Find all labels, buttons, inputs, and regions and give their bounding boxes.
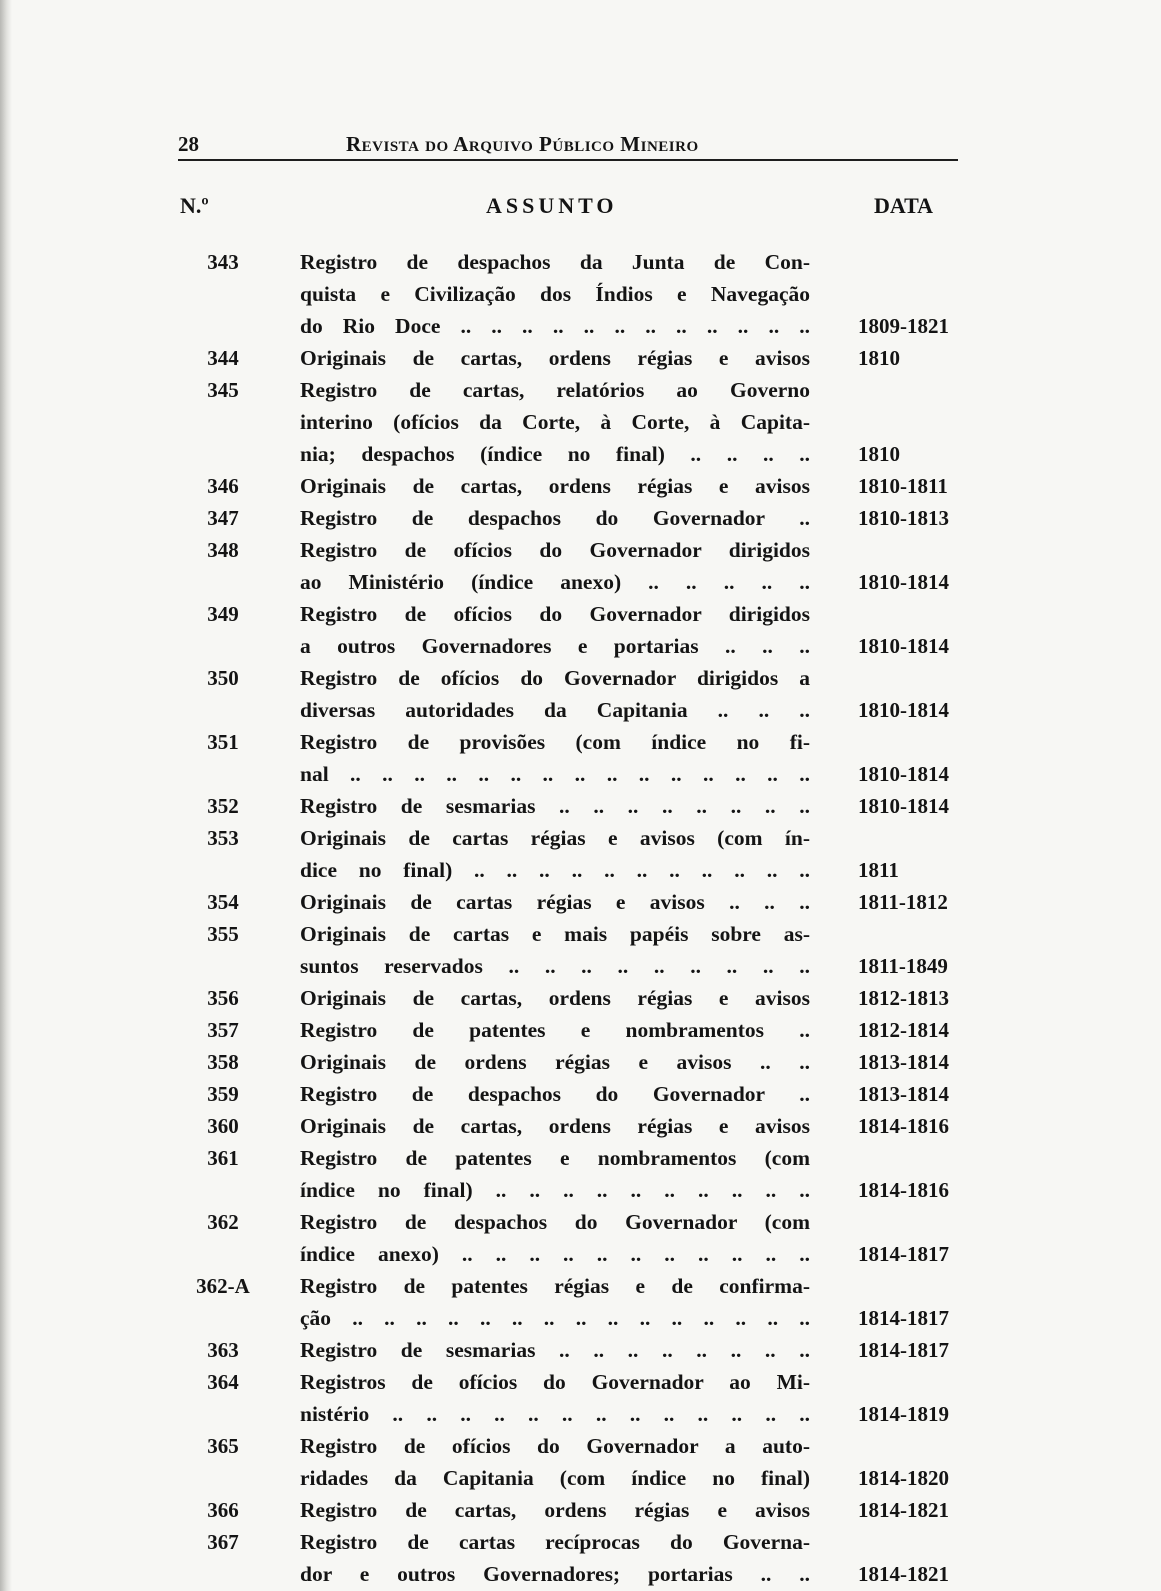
entry-subject-line: Registro de patentes e nombramentos .. [300, 1018, 810, 1042]
entry-number: 344 [207, 346, 239, 370]
entry-subject-line: ao Ministério (índice anexo) .. .. .. .. .. [300, 570, 810, 594]
entry-number: 364 [207, 1370, 239, 1394]
entry-subject [300, 534, 810, 598]
entry-subject-line: Originais de cartas, ordens régias e avisos [300, 346, 810, 370]
entry-date: 1810 [858, 442, 900, 466]
table-row [178, 1334, 978, 1366]
entry-subject [300, 1526, 810, 1590]
entry-subject [300, 822, 810, 886]
entry-number: 362-A [196, 1274, 250, 1298]
entry-number: 352 [207, 794, 239, 818]
entry-subject [300, 1046, 810, 1078]
table-row [178, 886, 978, 918]
entry-subject-line: diversas autoridades da Capitania .. .. .. [300, 698, 810, 722]
entry-number: 366 [207, 1498, 239, 1522]
entry-subject [300, 1366, 810, 1430]
entry-subject-line: quista e Civilização dos Índios e Navegação [300, 282, 810, 306]
entry-date: 1810-1814 [858, 794, 949, 818]
entry-subject-line: índice no final) .. .. .. .. .. .. .. .. .. .. [300, 1178, 810, 1202]
entry-subject-line: Registro de ofícios do Governador dirigidos [300, 602, 810, 626]
entry-subject-line: Registro de despachos da Junta de Con- [300, 250, 810, 274]
entry-number: 362 [207, 1210, 239, 1234]
entry-subject-line: a outros Governadores e portarias .. .. .. [300, 634, 810, 658]
entry-number: 358 [207, 1050, 239, 1074]
page-number: 28 [178, 132, 199, 156]
running-head [178, 128, 958, 158]
table-row [178, 1270, 978, 1334]
entry-date: 1810-1814 [858, 634, 949, 658]
entry-subject-line: interino (ofícios da Corte, à Corte, à Capita- [300, 410, 810, 434]
table-row [178, 1046, 978, 1078]
entry-date: 1813-1814 [858, 1082, 949, 1106]
entry-date: 1812-1814 [858, 1018, 949, 1042]
entry-subject-line: Registro de cartas, relatórios ao Governo [300, 378, 810, 402]
entry-subject-line: nia; despachos (índice no final) .. .. .. .. [300, 442, 810, 466]
table-row [178, 534, 978, 598]
entry-date: 1814-1816 [858, 1178, 949, 1202]
entry-subject-line: Registro de patentes e nombramentos (com [300, 1146, 810, 1170]
entry-subject-line: Registro de despachos do Governador .. [300, 506, 810, 530]
entry-date: 1810-1814 [858, 762, 949, 786]
entry-number: 365 [207, 1434, 239, 1458]
entry-subject [300, 1430, 810, 1494]
column-header-number: N.º [180, 193, 209, 218]
entry-subject-line: índice anexo) .. .. .. .. .. .. .. .. .. .. .. [300, 1242, 810, 1266]
entry-date: 1814-1817 [858, 1338, 949, 1362]
table-row [178, 342, 978, 374]
entry-subject [300, 342, 810, 374]
entry-list [178, 246, 978, 1590]
entry-number: 349 [207, 602, 239, 626]
column-header-subject: ASSUNTO [486, 193, 618, 218]
entry-number: 367 [207, 1530, 239, 1554]
entry-subject-line: Registros de ofícios do Governador ao Mi- [300, 1370, 810, 1394]
table-row [178, 1430, 978, 1494]
entry-number: 348 [207, 538, 239, 562]
table-row [178, 246, 978, 342]
table-row [178, 982, 978, 1014]
entry-subject [300, 1142, 810, 1206]
table-row [178, 726, 978, 790]
entry-subject [300, 1110, 810, 1142]
entry-number: 355 [207, 922, 239, 946]
entry-date: 1809-1821 [858, 314, 949, 338]
column-header-date: DATA [874, 193, 934, 218]
entry-date: 1814-1820 [858, 1466, 949, 1490]
entry-subject-line: Originais de cartas régias e avisos (com ín- [300, 826, 810, 850]
entry-date: 1810-1811 [858, 474, 948, 498]
entry-date: 1814-1817 [858, 1306, 949, 1330]
entry-subject-line: Originais de cartas, ordens régias e avisos [300, 1114, 810, 1138]
entry-subject-line: Originais de ordens régias e avisos .. .. [300, 1050, 810, 1074]
entry-subject [300, 246, 810, 342]
entry-subject-line: Registro de ofícios do Governador a auto- [300, 1434, 810, 1458]
entry-number: 354 [207, 890, 239, 914]
entry-subject-line: Registro de ofícios do Governador dirigidos [300, 538, 810, 562]
table-row [178, 662, 978, 726]
entry-subject [300, 790, 810, 822]
journal-title: Revista do Arquivo Público Mineiro [346, 132, 699, 156]
table-row [178, 1494, 978, 1526]
entry-subject-line: Originais de cartas, ordens régias e avisos [300, 986, 810, 1010]
entry-number: 353 [207, 826, 239, 850]
entry-subject [300, 470, 810, 502]
entry-subject-line: Registro de cartas, ordens régias e avisos [300, 1498, 810, 1522]
entry-subject [300, 1206, 810, 1270]
entry-subject-line: Registro de despachos do Governador (com [300, 1210, 810, 1234]
entry-date: 1814-1817 [858, 1242, 949, 1266]
entry-subject-line: Registro de patentes régias e de confirma- [300, 1274, 810, 1298]
entry-subject-line: Originais de cartas, ordens régias e avisos [300, 474, 810, 498]
entry-subject-line: Registro de sesmarias .. .. .. .. .. .. .. .. [300, 794, 810, 818]
table-row [178, 1110, 978, 1142]
entry-number: 359 [207, 1082, 239, 1106]
entry-number: 351 [207, 730, 239, 754]
column-headers [178, 193, 958, 225]
entry-subject-line: Registro de ofícios do Governador dirigidos a [300, 666, 810, 690]
entry-date: 1814-1816 [858, 1114, 949, 1138]
entry-date: 1811-1849 [858, 954, 948, 978]
entry-number: 346 [207, 474, 239, 498]
entry-number: 356 [207, 986, 239, 1010]
entry-subject [300, 662, 810, 726]
entry-number: 361 [207, 1146, 239, 1170]
entry-date: 1810-1814 [858, 570, 949, 594]
entry-subject [300, 1014, 810, 1046]
entry-number: 343 [207, 250, 239, 274]
entry-subject [300, 982, 810, 1014]
entry-date: 1811-1812 [858, 890, 948, 914]
header-rule [178, 159, 958, 161]
entry-subject-line: ção .. .. .. .. .. .. .. .. .. .. .. .. .. .. .. [300, 1306, 810, 1330]
entry-subject-line: dice no final) .. .. .. .. .. .. .. .. .. .. .. [300, 858, 810, 882]
table-row [178, 1078, 978, 1110]
entry-subject-line: Registro de cartas recíprocas do Governa- [300, 1530, 810, 1554]
entry-subject [300, 1334, 810, 1366]
entry-date: 1810-1813 [858, 506, 949, 530]
entry-date: 1811 [858, 858, 899, 882]
table-row [178, 1014, 978, 1046]
entry-date: 1813-1814 [858, 1050, 949, 1074]
table-row [178, 598, 978, 662]
entry-subject-line: ridades da Capitania (com índice no final) [300, 1466, 810, 1490]
entry-subject [300, 726, 810, 790]
entry-subject-line: Originais de cartas régias e avisos .. .. .. [300, 890, 810, 914]
entry-subject-line: dor e outros Governadores; portarias .. .. [300, 1562, 810, 1586]
entry-date: 1814-1821 [858, 1498, 949, 1522]
entry-date: 1810 [858, 346, 900, 370]
entry-subject-line: Registro de sesmarias .. .. .. .. .. .. .. .. [300, 1338, 810, 1362]
entry-number: 347 [207, 506, 239, 530]
table-row [178, 790, 978, 822]
entry-number: 350 [207, 666, 239, 690]
entry-subject [300, 598, 810, 662]
page-binding-shadow [0, 0, 12, 1591]
entry-date: 1812-1813 [858, 986, 949, 1010]
table-row [178, 1206, 978, 1270]
entry-subject-line: Registro de provisões (com índice no fi- [300, 730, 810, 754]
table-row [178, 374, 978, 470]
entry-subject-line: nistério .. .. .. .. .. .. .. .. .. .. .. .. .. [300, 1402, 810, 1426]
entry-subject [300, 502, 810, 534]
entry-number: 345 [207, 378, 239, 402]
entry-subject [300, 1270, 810, 1334]
entry-subject [300, 918, 810, 982]
entry-date: 1810-1814 [858, 698, 949, 722]
entry-subject-line: do Rio Doce .. .. .. .. .. .. .. .. .. .. .. .. [300, 314, 810, 338]
table-row [178, 502, 978, 534]
table-row [178, 1366, 978, 1430]
entry-number: 357 [207, 1018, 239, 1042]
entry-subject-line: nal .. .. .. .. .. .. .. .. .. .. .. .. .. .. .. [300, 762, 810, 786]
entry-subject-line: Registro de despachos do Governador .. [300, 1082, 810, 1106]
entry-subject-line: Originais de cartas e mais papéis sobre as- [300, 922, 810, 946]
entry-subject [300, 1078, 810, 1110]
entry-date: 1814-1819 [858, 1402, 949, 1426]
entry-subject-line: suntos reservados .. .. .. .. .. .. .. .. .. [300, 954, 810, 978]
table-row [178, 1526, 978, 1590]
entry-subject [300, 374, 810, 470]
table-row [178, 1142, 978, 1206]
entry-number: 363 [207, 1338, 239, 1362]
entry-number: 360 [207, 1114, 239, 1138]
table-row [178, 470, 978, 502]
table-row [178, 918, 978, 982]
entry-subject [300, 1494, 810, 1526]
entry-subject [300, 886, 810, 918]
table-row [178, 822, 978, 886]
entry-date: 1814-1821 [858, 1562, 949, 1586]
